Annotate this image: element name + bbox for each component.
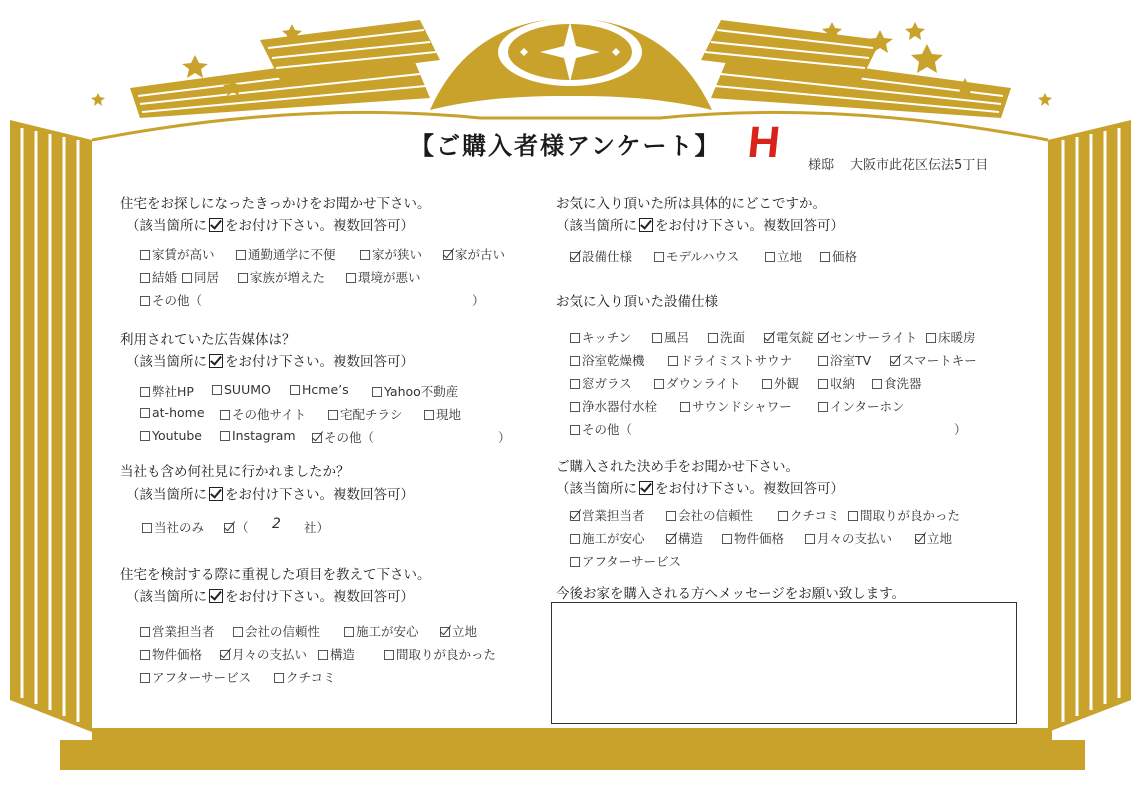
option-q7-4[interactable]: 施工が安心 xyxy=(570,529,645,547)
option-q2-1[interactable]: SUUMO xyxy=(212,382,271,397)
checkbox[interactable] xyxy=(820,252,830,262)
check-sample-icon xyxy=(639,218,653,232)
option-q1-1[interactable]: 通勤通学に不便 xyxy=(236,245,336,263)
checkbox[interactable] xyxy=(212,385,222,395)
option-q7-9[interactable]: アフターサービス xyxy=(570,552,681,570)
option-q7-0[interactable]: 営業担当者 xyxy=(570,506,645,524)
option-q6-12[interactable]: 外観 xyxy=(762,374,799,392)
page-title: 【ご購入者様アンケート】 xyxy=(410,132,721,160)
option-q7-3[interactable]: 間取りが良かった xyxy=(848,506,960,524)
option-q6-10[interactable]: 窓ガラス xyxy=(570,374,632,392)
check-sample-icon xyxy=(639,481,653,495)
checkbox[interactable] xyxy=(140,431,150,441)
check-sample-icon xyxy=(209,487,223,501)
option-q6-17[interactable]: インターホン xyxy=(818,397,905,415)
option-q1-7[interactable]: 環境が悪い xyxy=(346,268,421,286)
instruction-5: （該当箇所に をお付け下さい。複数回答可） xyxy=(556,218,844,234)
checkbox[interactable] xyxy=(926,333,936,343)
option-q6-5[interactable]: 床暖房 xyxy=(926,328,976,346)
checkbox[interactable] xyxy=(570,534,580,544)
checkbox-checked[interactable] xyxy=(890,356,900,366)
option-q7-8[interactable]: 立地 xyxy=(915,529,952,547)
option-q4-2[interactable]: 施工が安心 xyxy=(344,622,419,640)
checkbox[interactable] xyxy=(708,333,718,343)
checkbox-checked[interactable] xyxy=(570,511,580,521)
checkbox[interactable] xyxy=(140,673,150,683)
address: 大阪市此花区伝法5丁目 xyxy=(850,158,989,173)
option-q6-16[interactable]: サウンドシャワー xyxy=(680,397,792,415)
option-q5-1[interactable]: モデルハウス xyxy=(654,247,739,265)
checkbox[interactable] xyxy=(140,387,150,397)
option-q6-8[interactable]: 浴室TV xyxy=(818,351,871,369)
checkbox[interactable] xyxy=(570,356,580,366)
checkbox[interactable] xyxy=(140,273,150,283)
checkbox[interactable] xyxy=(142,523,152,533)
instruction-2: （該当箇所に をお付け下さい。複数回答可） xyxy=(126,354,414,370)
instruction-suffix: をお付け下さい。複数回答可） xyxy=(225,218,414,234)
checkbox[interactable] xyxy=(570,425,580,435)
instruction-prefix: （該当箇所に xyxy=(126,218,207,234)
option-q4-8[interactable]: アフターサービス xyxy=(140,668,251,686)
checkbox-checked[interactable] xyxy=(570,252,580,262)
question-3: 当社も含め何社見に行かれましたか？ xyxy=(120,464,350,480)
option-q6-11[interactable]: ダウンライト xyxy=(654,374,741,392)
check-sample-icon xyxy=(209,589,223,603)
option-q6-6[interactable]: 浴室乾燥機 xyxy=(570,351,645,369)
checkbox[interactable] xyxy=(140,250,150,260)
checkbox[interactable] xyxy=(570,379,580,389)
option-q6-7[interactable]: ドライミストサウナ xyxy=(668,351,792,369)
question-4: 住宅を検討する際に重視した項目を教えて下さい。 xyxy=(120,567,431,583)
option-q5-2[interactable]: 立地 xyxy=(765,247,802,265)
option-q4-1[interactable]: 会社の信頼性 xyxy=(233,622,320,640)
checkbox-checked[interactable] xyxy=(764,333,774,343)
option-q7-7[interactable]: 月々の支払い xyxy=(805,529,892,547)
checkbox-checked[interactable] xyxy=(224,523,234,533)
checkbox-checked[interactable] xyxy=(443,250,453,260)
option-q5-0[interactable]: 設備仕様 xyxy=(570,247,632,265)
option-q2-3[interactable]: Yahoo不動産 xyxy=(372,382,458,400)
instruction-1 xyxy=(126,214,414,234)
close-paren: ） xyxy=(954,422,967,437)
checkbox-checked[interactable] xyxy=(220,650,230,660)
checkbox[interactable] xyxy=(328,410,338,420)
option-q1-3[interactable]: 家が古い xyxy=(443,245,505,263)
checkbox[interactable] xyxy=(872,379,882,389)
option-q6-14[interactable]: 食洗器 xyxy=(872,374,922,392)
option-q2-2[interactable]: Hcme’s xyxy=(290,382,349,397)
checkbox[interactable] xyxy=(652,333,662,343)
option-q6-15[interactable]: 浄水器付水栓 xyxy=(570,397,657,415)
option-q4-5[interactable]: 月々の支払い xyxy=(220,645,307,663)
question-6: お気に入り頂いた設備仕様 xyxy=(556,294,718,310)
family-initial-logo: H xyxy=(745,118,783,167)
checkbox[interactable] xyxy=(818,402,828,412)
checkbox[interactable] xyxy=(570,557,580,567)
checkbox[interactable] xyxy=(654,252,664,262)
check-sample-icon xyxy=(209,354,223,368)
option-q4-3[interactable]: 立地 xyxy=(440,622,477,640)
checkbox[interactable] xyxy=(140,650,150,660)
option-q6-13[interactable]: 収納 xyxy=(818,374,855,392)
option-q3-0[interactable]: 当社のみ xyxy=(142,518,204,536)
checkbox[interactable] xyxy=(424,410,434,420)
option-q1-4[interactable]: 結婚 xyxy=(140,268,177,286)
option-q2-7[interactable]: 現地 xyxy=(424,405,461,423)
option-q7-6[interactable]: 物件価格 xyxy=(722,529,784,547)
checkbox[interactable] xyxy=(668,356,678,366)
option-q6-0[interactable]: キッチン xyxy=(570,328,631,346)
checkbox[interactable] xyxy=(762,379,772,389)
checkbox[interactable] xyxy=(236,250,246,260)
company-suffix: 社） xyxy=(304,520,330,535)
checkbox[interactable] xyxy=(140,296,150,306)
checkbox[interactable] xyxy=(238,273,248,283)
option-q2-6[interactable]: 宅配チラシ xyxy=(328,405,403,423)
checkbox[interactable] xyxy=(140,408,150,418)
option-q7-5[interactable]: 構造 xyxy=(666,529,703,547)
option-q6-18[interactable]: その他（ xyxy=(570,420,632,438)
option-q1-8[interactable]: その他（ xyxy=(140,291,202,309)
option-q2-5[interactable]: その他サイト xyxy=(220,405,306,423)
message-textbox[interactable] xyxy=(551,602,1017,724)
option-q4-0[interactable]: 営業担当者 xyxy=(140,622,215,640)
question-1: 住宅をお探しになったきっかけをお聞かせ下さい。 xyxy=(120,196,431,212)
checkbox[interactable] xyxy=(372,387,382,397)
option-q6-3[interactable]: 電気錠 xyxy=(764,328,814,346)
checkbox[interactable] xyxy=(666,511,676,521)
question-2: 利用されていた広告媒体は？ xyxy=(120,332,296,348)
option-q6-1[interactable]: 風呂 xyxy=(652,328,689,346)
checkbox[interactable] xyxy=(680,402,690,412)
checkbox[interactable] xyxy=(318,650,328,660)
checkbox[interactable] xyxy=(722,534,732,544)
checkbox[interactable] xyxy=(654,379,664,389)
check-sample-icon xyxy=(209,218,223,232)
option-q1-2[interactable]: 家が狭い xyxy=(360,245,422,263)
option-q6-9[interactable]: スマートキー xyxy=(890,351,977,369)
checkbox[interactable] xyxy=(570,402,580,412)
option-q4-6[interactable]: 構造 xyxy=(318,645,355,663)
option-q1-6[interactable]: 家族が増えた xyxy=(238,268,325,286)
checkbox[interactable] xyxy=(220,431,230,441)
question-8: 今後お家を購入される方へメッセージをお願い致します。 xyxy=(556,586,906,602)
instruction-7: （該当箇所に をお付け下さい。複数回答可） xyxy=(556,481,844,497)
checkbox[interactable] xyxy=(818,356,828,366)
checkbox[interactable] xyxy=(805,534,815,544)
checkbox[interactable] xyxy=(848,511,858,521)
option-q7-2[interactable]: クチコミ xyxy=(778,506,840,524)
checkbox-checked[interactable] xyxy=(818,333,828,343)
checkbox[interactable] xyxy=(346,273,356,283)
option-q4-4[interactable]: 物件価格 xyxy=(140,645,202,663)
option-q6-2[interactable]: 洗面 xyxy=(708,328,745,346)
close-paren: ） xyxy=(472,293,485,308)
option-q2-4[interactable]: at-home xyxy=(140,405,205,420)
checkbox[interactable] xyxy=(233,627,243,637)
option-q2-8[interactable]: Youtube xyxy=(140,428,202,443)
checkbox-checked[interactable] xyxy=(312,433,322,443)
checkbox[interactable] xyxy=(182,273,192,283)
checkbox[interactable] xyxy=(274,673,284,683)
checkbox[interactable] xyxy=(778,511,788,521)
option-q5-3[interactable]: 価格 xyxy=(820,247,857,265)
checkbox[interactable] xyxy=(570,333,580,343)
question-7: ご購入された決め手をお聞かせ下さい。 xyxy=(556,459,799,475)
option-q4-7[interactable]: 間取りが良かった xyxy=(384,645,496,663)
checkbox[interactable] xyxy=(818,379,828,389)
checkbox[interactable] xyxy=(140,627,150,637)
question-5: お気に入り頂いた所は具体的にどこですか。 xyxy=(556,196,826,212)
option-q1-0[interactable]: 家賃が高い xyxy=(140,245,215,263)
checkbox[interactable] xyxy=(765,252,775,262)
checkbox[interactable] xyxy=(384,650,394,660)
option-q2-9[interactable]: Instagram xyxy=(220,428,296,443)
option-q4-9[interactable]: クチコミ xyxy=(274,668,336,686)
checkbox-checked[interactable] xyxy=(440,627,450,637)
option-q7-1[interactable]: 会社の信頼性 xyxy=(666,506,753,524)
checkbox-checked[interactable] xyxy=(666,534,676,544)
instruction-4: （該当箇所に をお付け下さい。複数回答可） xyxy=(126,589,414,605)
option-q2-0[interactable]: 弊社HP xyxy=(140,382,194,400)
option-q6-4[interactable]: センサーライト xyxy=(818,328,917,346)
handwritten-count: 2 xyxy=(272,516,281,532)
option-q3-1[interactable]: （ xyxy=(224,518,249,536)
option-q2-10[interactable]: その他（ xyxy=(312,428,374,446)
honorific-suffix: 様邸 xyxy=(808,158,835,173)
checkbox[interactable] xyxy=(290,385,300,395)
checkbox-checked[interactable] xyxy=(915,534,925,544)
close-paren: ） xyxy=(498,430,511,445)
checkbox[interactable] xyxy=(344,627,354,637)
instruction-3: （該当箇所に をお付け下さい。複数回答可） xyxy=(126,487,414,503)
checkbox[interactable] xyxy=(360,250,370,260)
checkbox[interactable] xyxy=(220,410,230,420)
option-q1-5[interactable]: 同居 xyxy=(182,268,219,286)
